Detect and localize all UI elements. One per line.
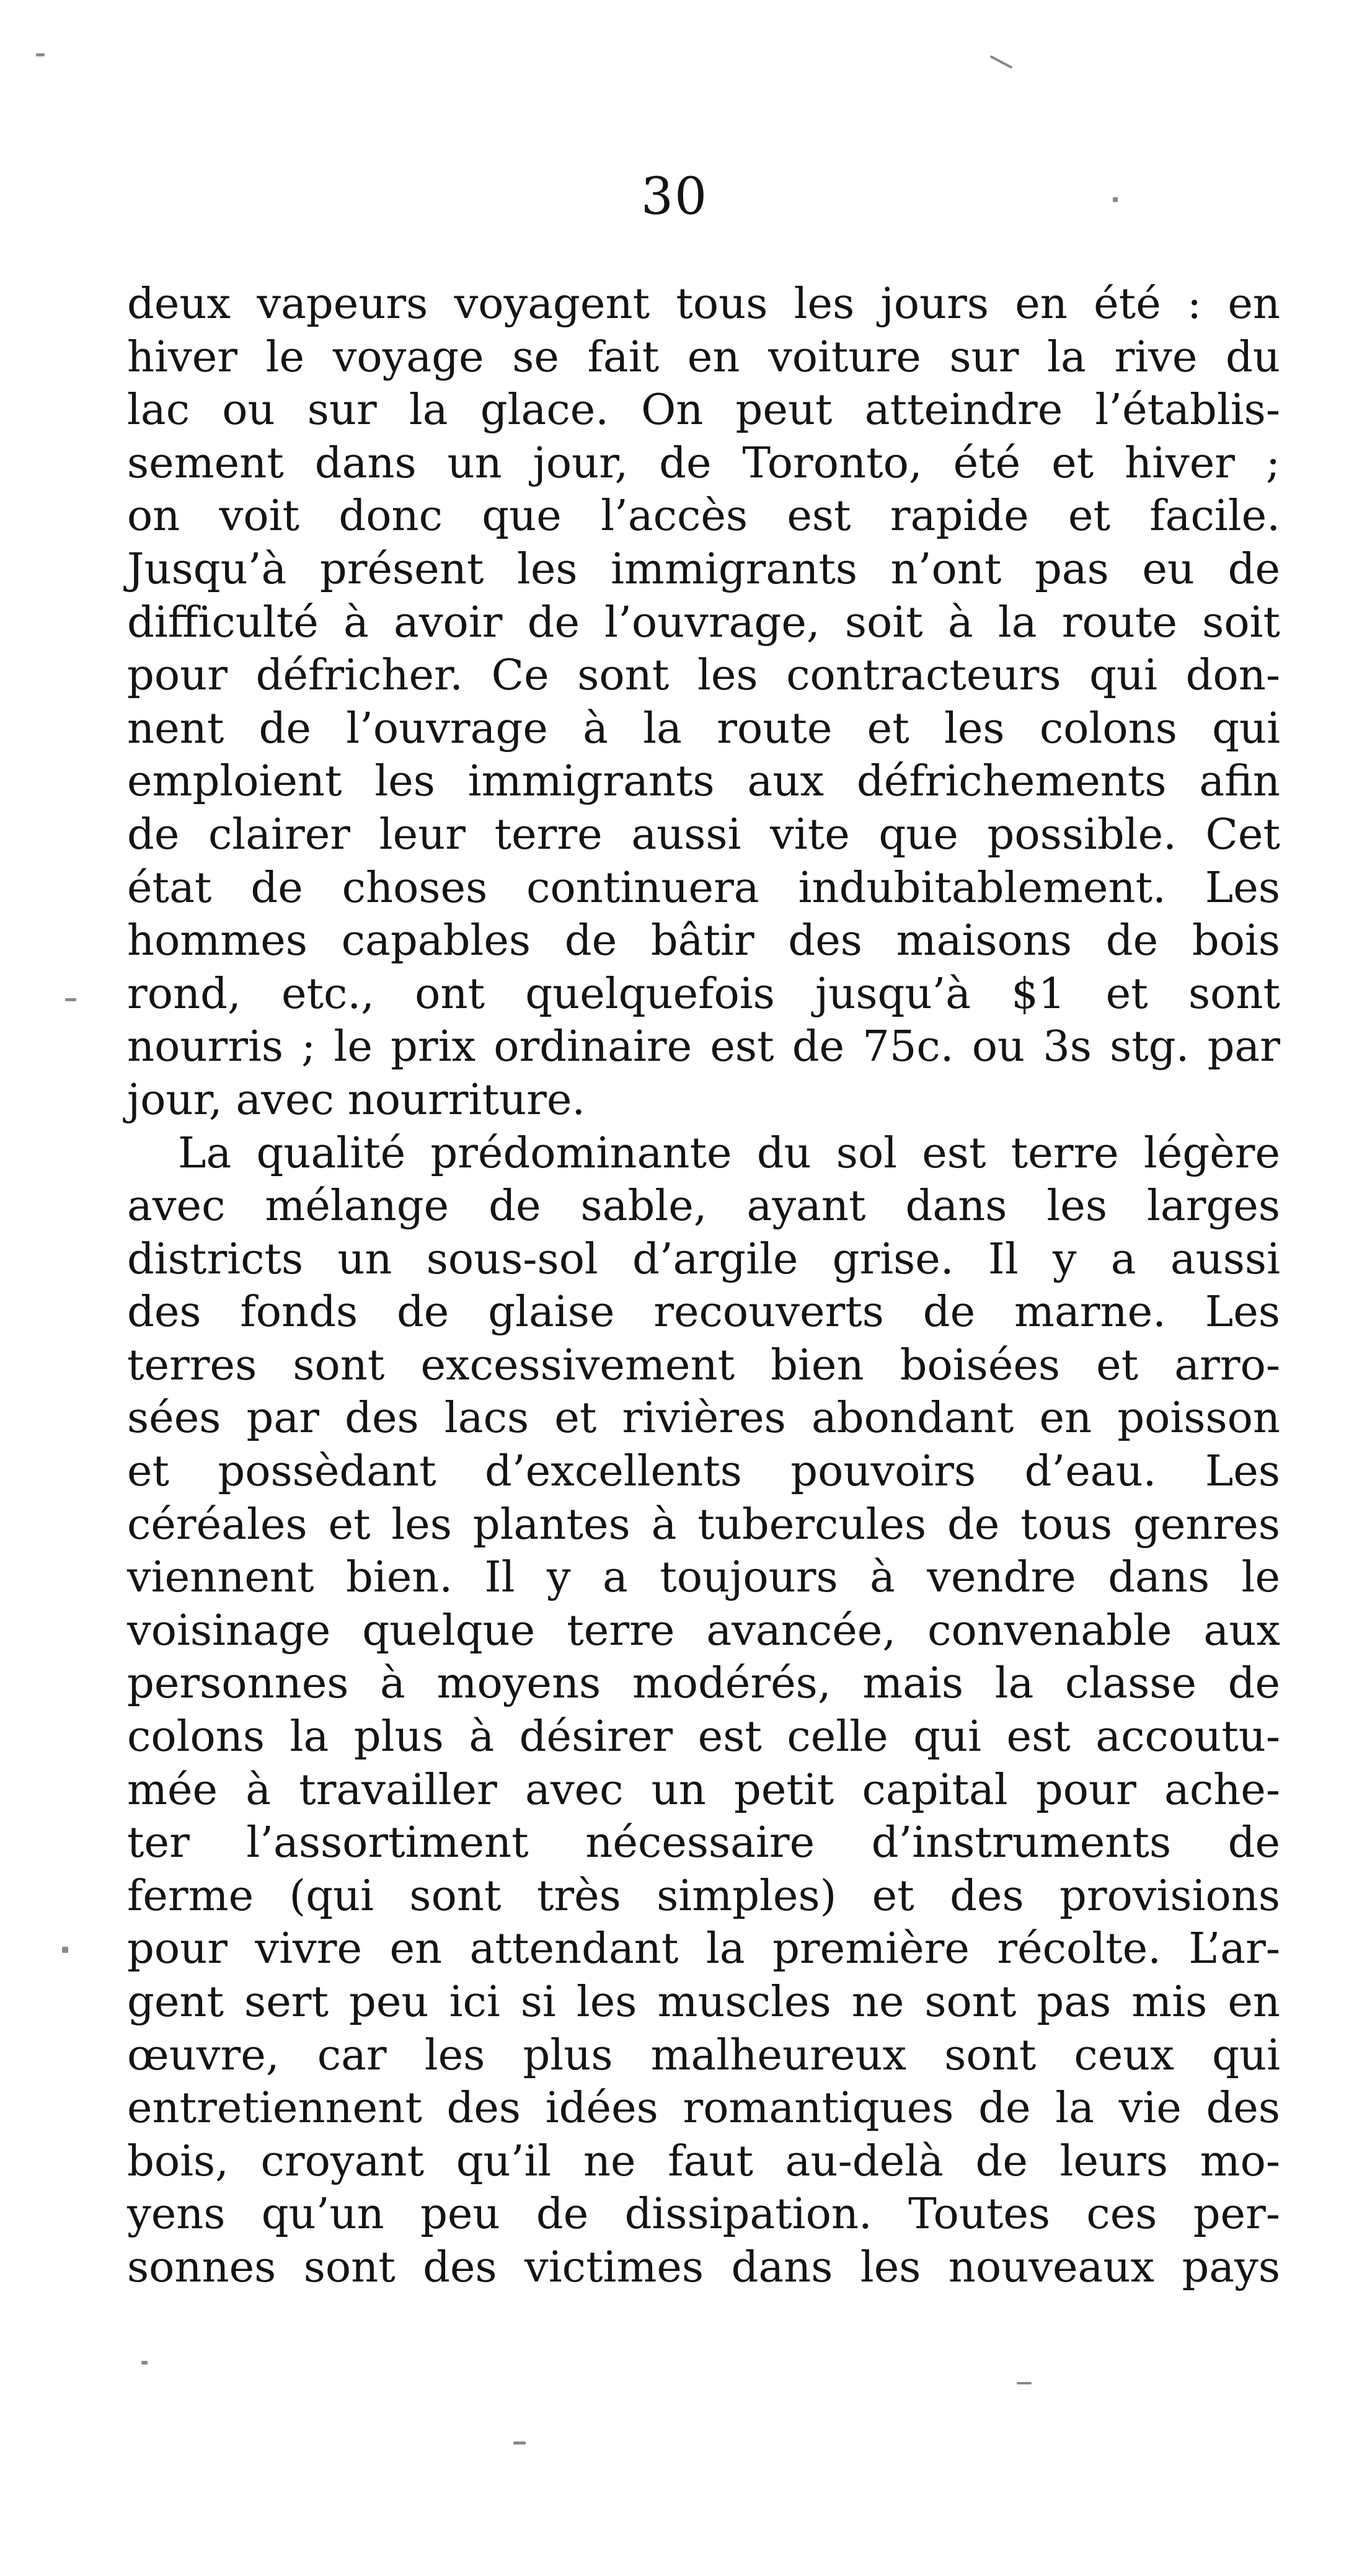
body-text <box>127 278 1280 2295</box>
text-line: hiver le voyage se fait en voiture sur la rive du <box>127 332 1280 382</box>
text-line: jour, avec nourriture. <box>127 1074 586 1125</box>
text-line: œuvre, car les plus malheureux sont ceux qui <box>127 2030 1280 2080</box>
text-line: ter l’assortiment nécessaire d’instruments de <box>127 1818 1280 1868</box>
text-line: pour vivre en attendant la première récolte. L’ar- <box>127 1924 1280 1974</box>
text-line: sonnes sont des victimes dans les nouveaux pays <box>127 2242 1280 2292</box>
scan-speck <box>36 53 45 56</box>
text-line: Jusqu’à présent les immigrants n’ont pas eu de <box>127 544 1280 594</box>
text-line: avec mélange de sable, ayant dans les larges <box>127 1181 1280 1231</box>
text-line: districts un sous-sol d’argile grise. Il y a aussi <box>127 1234 1280 1284</box>
text-line: sement dans un jour, de Toronto, été et hiver ; <box>127 438 1280 488</box>
text-line: de clairer leur terre aussi vite que possible. Cet <box>127 809 1280 859</box>
text-line: voisinage quelque terre avancée, convenable aux <box>127 1605 1280 1655</box>
text-line: mée à travailler avec un petit capital pour ache- <box>127 1764 1280 1815</box>
text-line: entretiennent des idées romantiques de la vie des <box>127 2083 1280 2133</box>
text-line: des fonds de glaise recouverts de marne. Les <box>127 1287 1280 1337</box>
text-line: et possèdant d’excellents pouvoirs d’eau. Les <box>127 1446 1280 1497</box>
text-line: gent sert peu ici si les muscles ne sont pas mis en <box>127 1977 1280 2027</box>
scan-speck <box>62 1947 68 1953</box>
text-line: hommes capables de bâtir des maisons de bois <box>127 916 1280 966</box>
text-line: pour défricher. Ce sont les contracteurs qui don- <box>127 650 1280 701</box>
scan-speck <box>1113 197 1118 202</box>
scan-speck <box>513 2441 526 2445</box>
text-line: état de choses continuera indubitablement. Les <box>127 862 1280 913</box>
text-line: sées par des lacs et rivières abondant en poisson <box>127 1393 1280 1443</box>
text-line: céréales et les plantes à tubercules de tous genres <box>127 1499 1280 1549</box>
text-line: terres sont excessivement bien boisées et arro- <box>127 1340 1280 1390</box>
scan-speck <box>141 2361 148 2365</box>
text-line: colons la plus à désirer est celle qui est accoutu- <box>127 1712 1280 1762</box>
text-line: difficulté à avoir de l’ouvrage, soit à la route soit <box>127 597 1280 647</box>
text-line: bois, croyant qu’il ne faut au-delà de leurs mo- <box>127 2136 1280 2186</box>
page-number: 30 <box>640 167 709 226</box>
scan-speck <box>65 998 76 1001</box>
scan-speck <box>989 55 1012 69</box>
text-line: ferme (qui sont très simples) et des provisions <box>127 1870 1280 1921</box>
text-line: lac ou sur la glace. On peut atteindre l’établis- <box>127 385 1280 435</box>
text-line: emploient les immigrants aux défrichements afin <box>127 756 1280 807</box>
text-line: nent de l’ouvrage à la route et les colons qui <box>127 703 1280 753</box>
text-line: viennent bien. Il y a toujours à vendre dans le <box>127 1552 1280 1603</box>
text-line: yens qu’un peu de dissipation. Toutes ces per- <box>127 2189 1280 2239</box>
text-line: personnes à moyens modérés, mais la classe de <box>127 1658 1280 1709</box>
text-line: on voit donc que l’accès est rapide et facile. <box>127 491 1280 541</box>
text-line: deux vapeurs voyagent tous les jours en été : en <box>127 279 1280 329</box>
scan-speck <box>1017 2382 1032 2384</box>
text-line: rond, etc., ont quelquefois jusqu’à $1 et sont <box>127 968 1280 1019</box>
text-line: La qualité prédominante du sol est terre légère <box>178 1128 1280 1178</box>
text-line: nourris ; le prix ordinaire est de 75c. ou 3s stg. par <box>127 1022 1280 1072</box>
